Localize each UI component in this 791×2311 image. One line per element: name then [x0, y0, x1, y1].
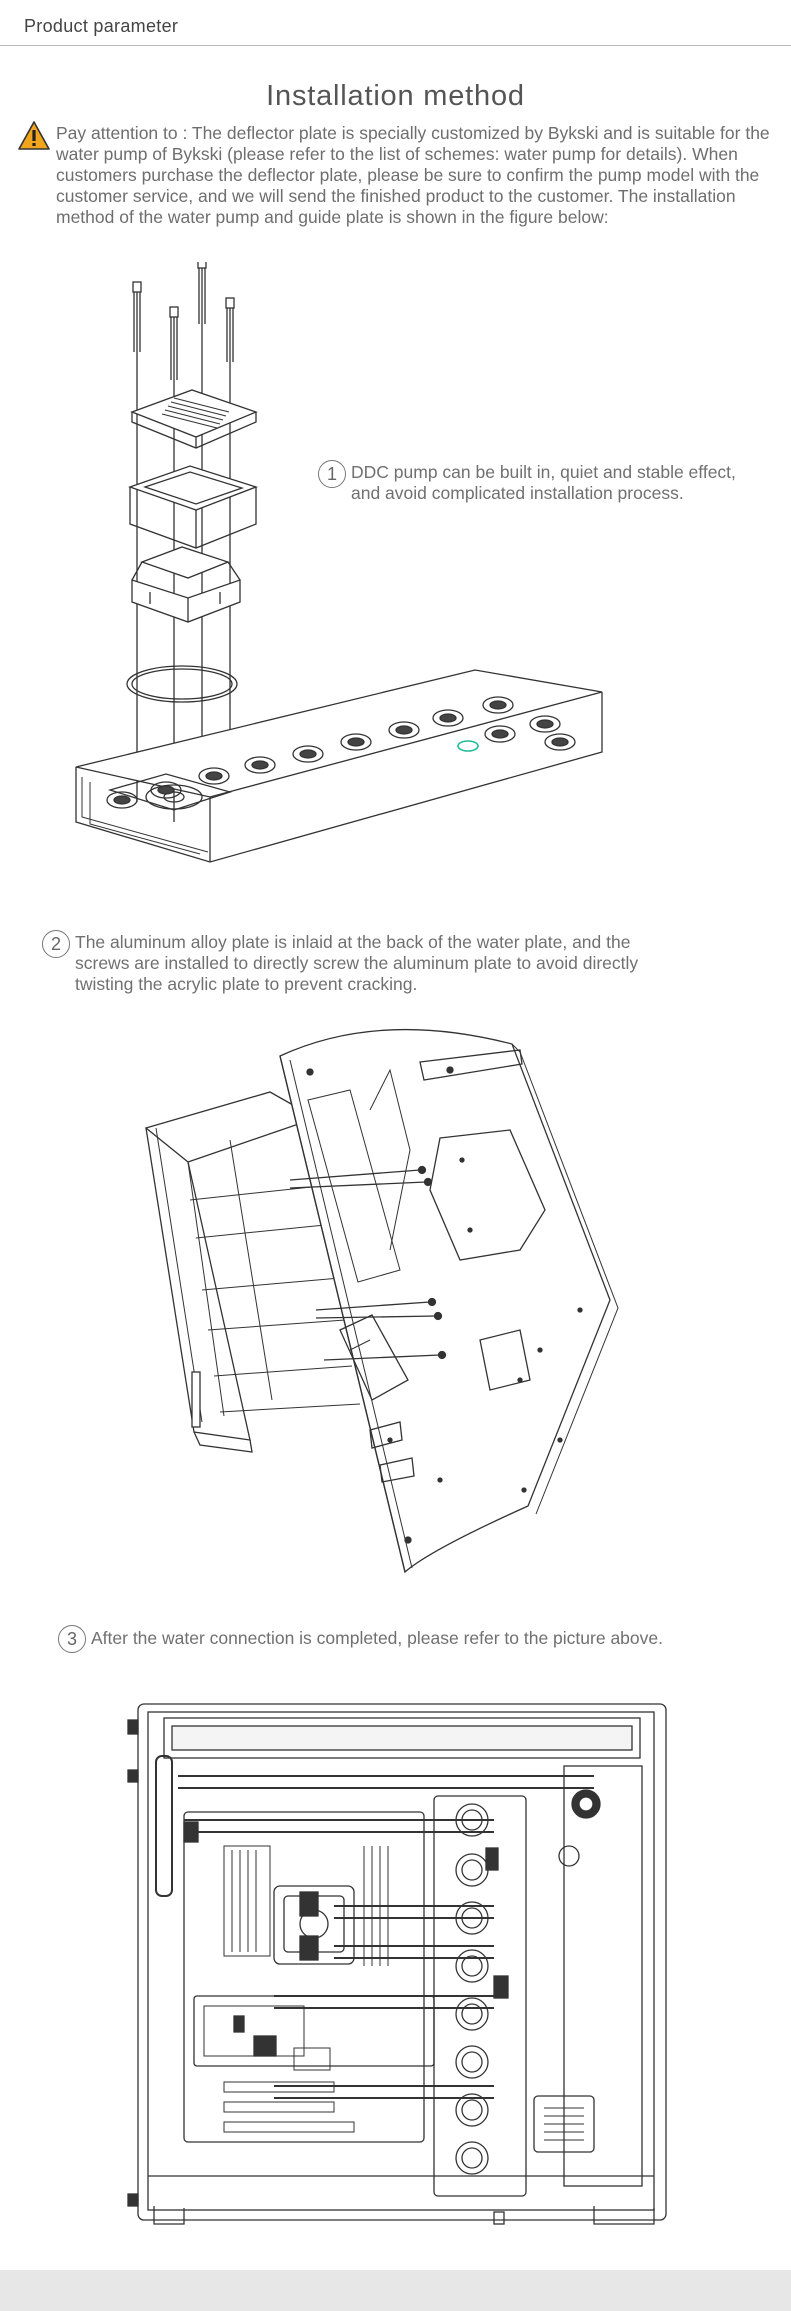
step-1-text: DDC pump can be built in, quiet and stable effect, and avoid complicated installation process. — [351, 462, 736, 503]
warning-text: Pay attention to : The deflector plate is specially customized by Bykski and is suitable for the water pump of Bykski (please refer to the list of schemes: water pump for details). When customers purchase the deflector plate, please be sure to confirm the pump model with the customer service, and we will send the finished product to the customer. The installation method of the water pump and guide plate is shown in the figure below: — [56, 123, 770, 227]
header-title: Product parameter — [24, 16, 179, 36]
step-2-number: 2 — [42, 930, 70, 958]
warning-triangle-icon — [18, 121, 50, 150]
step-3-number: 3 — [58, 1625, 86, 1653]
step-3-text: After the water connection is completed, please refer to the picture above. — [91, 1628, 663, 1648]
step-3 — [58, 1625, 758, 1653]
step-1-number: 1 — [318, 460, 346, 488]
step-1 — [318, 460, 738, 504]
step-2-text: The aluminum alloy plate is inlaid at the back of the water plate, and the screws are installed to directly screw the aluminum plate to avoid directly twisting the acrylic plate to prevent cracking. — [75, 932, 639, 994]
footer-band — [0, 2270, 791, 2311]
top-bar — [0, 0, 791, 46]
pump-exploded-diagram — [70, 262, 610, 902]
step-2 — [42, 930, 662, 995]
section-title: Installation method — [266, 80, 525, 112]
plate-assembly-diagram — [140, 1020, 640, 1580]
screw-set — [133, 262, 234, 380]
case-water-loop-diagram — [124, 1696, 680, 2236]
